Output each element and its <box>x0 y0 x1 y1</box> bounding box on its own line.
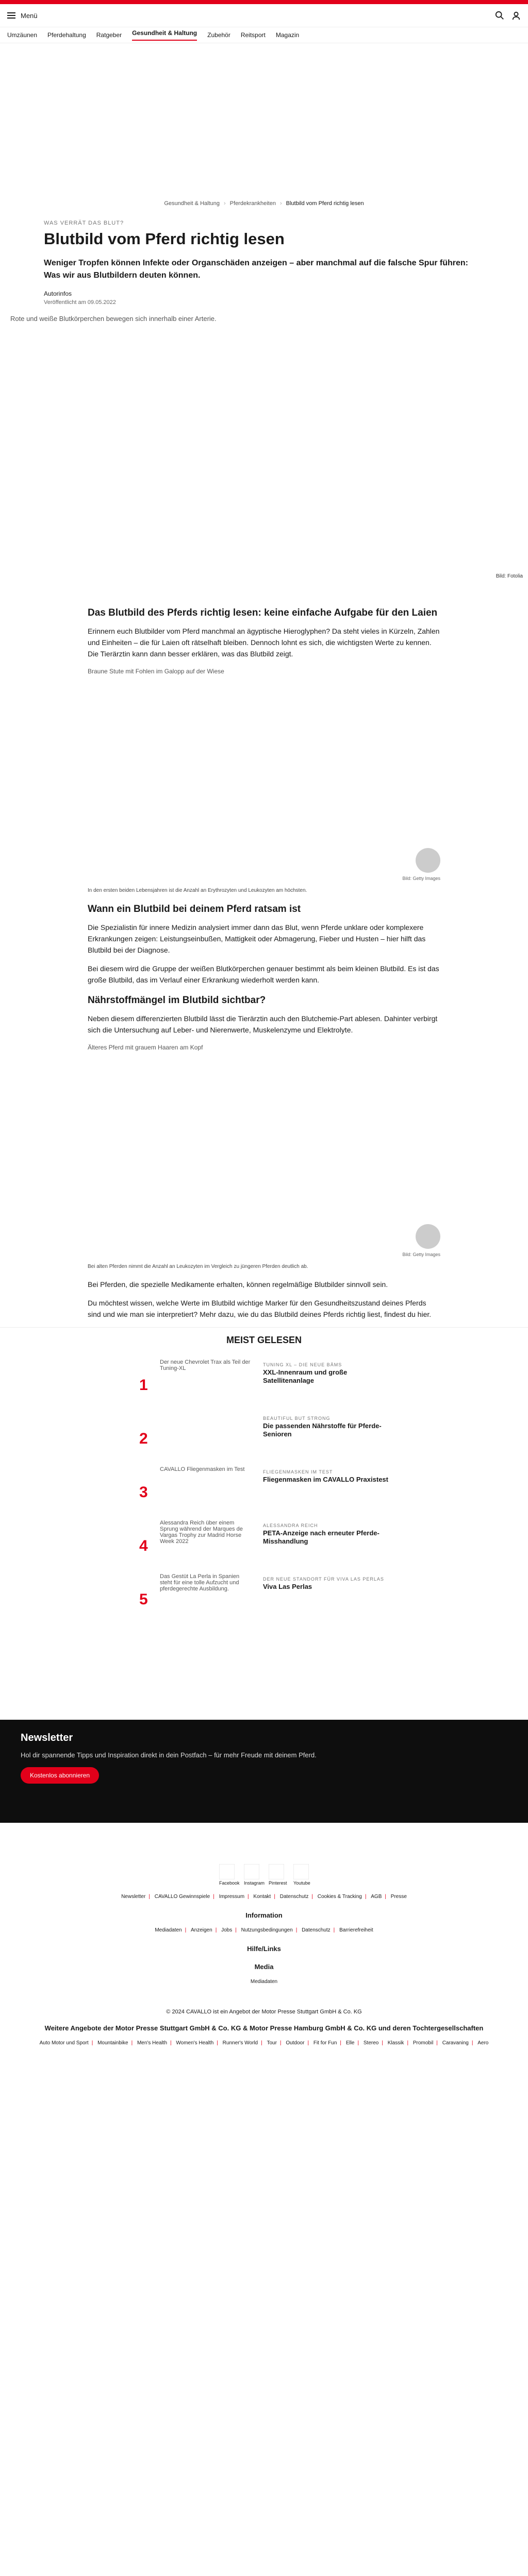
hero-image <box>0 315 528 598</box>
social-label: Youtube <box>293 1880 310 1886</box>
user-icon[interactable] <box>512 11 521 20</box>
footer-info-title: Information <box>245 1911 283 1919</box>
footer-link[interactable]: Klassik <box>387 2040 404 2046</box>
paragraph: Die Spezialistin für innere Medizin analysiert immer dann das Blut, wenn Pferde unklare oder komplexere Erkrankungen zeigen: Leistungseinbußen, Mattigkeit oder Abmagerung, Fieber und Husten – hier hilft das Blutbild bei der Diagnose. <box>88 923 426 954</box>
hero-image-alt: Rote und weiße Blutkörperchen bewegen sich innerhalb einer Arterie. <box>10 315 217 323</box>
paragraph: Bei Pferden, die spezielle Medikamente erhalten, können regelmäßige Blutbilder sinnvoll sein. <box>88 1280 388 1289</box>
newsletter-subscribe-button[interactable]: Kostenlos abonnieren <box>21 1767 99 1784</box>
thumbnail[interactable]: CAVALLO Fliegenmasken im Test <box>160 1466 245 1472</box>
search-icon[interactable] <box>495 11 504 20</box>
brand-bar <box>0 0 528 4</box>
section-heading-3: Nährstoffmängel im Blutbild sichtbar? <box>88 995 266 1006</box>
article-body <box>88 606 440 1627</box>
zoom-icon[interactable] <box>416 848 440 873</box>
figure-credit: Bild: Getty Images <box>402 1252 440 1257</box>
footer-link[interactable]: Newsletter <box>121 1894 146 1900</box>
site-header <box>0 4 528 27</box>
footer-link[interactable]: Barrierefreiheit <box>339 1927 373 1933</box>
item-kicker: DER NEUE STANDORT FÜR VIVA LAS PERLAS <box>263 1577 384 1582</box>
section-heading-2: Wann ein Blutbild bei deinem Pferd ratsam ist <box>88 904 301 914</box>
breadcrumb-item-1[interactable]: Gesundheit & Haltung <box>164 200 220 207</box>
most-read-item[interactable] <box>0 1413 528 1466</box>
most-read-item[interactable] <box>0 1359 528 1413</box>
most-read-title: MEIST GELESEN <box>226 1335 302 1345</box>
footer-link[interactable]: Promobil <box>412 2040 434 2046</box>
copyright: © 2024 CAVALLO ist ein Angebot der Motor Presse Stuttgart GmbH & Co. KG <box>166 2009 362 2015</box>
footer-link[interactable]: Stereo <box>363 2040 379 2046</box>
menu-icon[interactable] <box>7 12 15 19</box>
social-label: Facebook <box>219 1880 240 1886</box>
footer-link[interactable]: Tour <box>267 2040 277 2046</box>
site-footer <box>0 1864 528 2047</box>
footer-link[interactable]: Nutzungsbedingungen <box>241 1927 293 1933</box>
figure-alt: Braune Stute mit Fohlen im Galopp auf der Wiese <box>88 668 224 675</box>
footer-link[interactable]: Datenschutz <box>302 1927 331 1933</box>
rank-number: 3 <box>139 1484 148 1501</box>
nav-item-gesundheit[interactable]: Gesundheit & Haltung <box>132 29 197 41</box>
article <box>10 200 484 598</box>
nav-item-umzaeunen[interactable]: Umzäunen <box>7 31 38 39</box>
facebook-icon[interactable] <box>219 1864 240 1886</box>
rank-number: 4 <box>139 1537 148 1554</box>
breadcrumb-current: Blutbild vom Pferd richtig lesen <box>286 200 364 207</box>
footer-link[interactable]: Anzeigen <box>190 1927 212 1933</box>
breadcrumb-separator: › <box>279 200 282 207</box>
newsletter-section <box>0 1720 528 1823</box>
rank-number: 5 <box>139 1591 148 1608</box>
article-kicker: WAS VERRÄT DAS BLUT? <box>44 220 124 226</box>
footer-link[interactable]: AGB <box>371 1894 382 1900</box>
footer-media-title: Media <box>254 1963 274 1971</box>
footer-link[interactable]: Auto Motor und Sport <box>39 2040 89 2046</box>
item-headline[interactable]: XXL-Innenraum und große Satellitenanlage <box>263 1368 348 1384</box>
figure-credit: Bild: Getty Images <box>402 876 440 881</box>
paragraph: Du möchtest wissen, welche Werte im Blutbild wichtige Marker für den Gesundheitszustand deines Pferds sind und wie man sie interpretiert? Mehr dazu, wie du das Blutbild deines Pferds richtig liest, findest du hier. <box>88 1299 432 1318</box>
footer-link[interactable]: Men's Health <box>137 2040 167 2046</box>
footer-link[interactable]: CAVALLO Gewinnspiele <box>154 1894 210 1900</box>
footer-link[interactable]: Kontakt <box>253 1894 271 1900</box>
footer-media-link[interactable]: Mediadaten <box>250 1979 278 1985</box>
footer-link[interactable]: Mountainbike <box>97 2040 128 2046</box>
social-label: Instagram <box>244 1880 265 1886</box>
footer-link[interactable]: Datenschutz <box>279 1894 309 1900</box>
figure-alt: Älteres Pferd mit grauem Haaren am Kopf <box>88 1044 203 1051</box>
footer-links-partners: Auto Motor und Sport | Mountainbike | Men's Health | Women's Health | Runner's World | Tour | Outdoor | Fit for Fun | Elle | Stereo | Klassik | Promobil | Caravaning | Aero <box>39 2040 489 2046</box>
footer-link[interactable]: Outdoor <box>286 2040 305 2046</box>
item-kicker: FLIEGENMASKEN IM TEST <box>263 1469 333 1475</box>
nav-item-magazin[interactable]: Magazin <box>275 31 300 39</box>
menu-label[interactable]: Menü <box>21 11 38 20</box>
author-info[interactable]: Autorinfos <box>44 290 72 297</box>
item-headline[interactable]: Fliegenmasken im CAVALLO Praxistest <box>263 1476 388 1483</box>
newsletter-title: Newsletter <box>21 1732 73 1743</box>
item-kicker: ALESSANDRA REICH <box>263 1523 318 1528</box>
social-label: Pinterest <box>269 1880 287 1886</box>
footer-link[interactable]: Fit for Fun <box>313 2040 337 2046</box>
footer-link[interactable]: Presse <box>390 1894 407 1900</box>
figure-caption: In den ersten beiden Lebensjahren ist die Anzahl an Erythrozyten und Leukozyten am höchsten. <box>88 888 307 893</box>
footer-link[interactable]: Mediadaten <box>155 1927 182 1933</box>
article-lead: Weniger Tropfen können Infekte oder Organschäden anzeigen – aber manchmal auf die falsche Spur führen: Was wir aus Blutbildern deuten können. <box>44 259 468 280</box>
main-navigation <box>0 27 528 43</box>
most-read-item[interactable] <box>0 1573 528 1627</box>
thumbnail[interactable] <box>160 1413 253 1459</box>
youtube-icon[interactable] <box>293 1864 309 1886</box>
paragraph: Neben diesem differenzierten Blutbild lässt die Tierärztin auch den Blutchemie-Part ablesen. Dahinter verbirgt sich die Untersuchung auf Leber- und Nierenwerte, Muskelenzyme und Elektrolyte. <box>88 1014 438 1034</box>
nav-item-pferdehaltung[interactable]: Pferdehaltung <box>47 31 86 39</box>
footer-link[interactable]: Women's Health <box>176 2040 214 2046</box>
nav-item-ratgeber[interactable]: Ratgeber <box>96 31 122 39</box>
item-kicker: BEAUTIFUL BUT STRONG <box>263 1416 331 1421</box>
item-headline[interactable]: Die passenden Nährstoffe für Pferde-Senioren <box>263 1422 382 1438</box>
hero-credit: Bild: Fotolia <box>496 573 523 579</box>
footer-links-info: Mediadaten | Anzeigen | Jobs | Nutzungsbedingungen | Datenschutz | Barrierefreiheit <box>155 1927 373 1933</box>
footer-links-primary: Newsletter | CAVALLO Gewinnspiele | Impressum | Kontakt | Datenschutz | Cookies & Tracking | AGB | Presse <box>121 1894 407 1900</box>
item-kicker: TUNING XL – DIE NEUE BÄMS <box>263 1362 342 1367</box>
paragraph: Bei diesem wird die Gruppe der weißen Blutkörperchen genauer bestimmt als beim kleinen Blutbild. Es ist das große Blutbild, das im Verlauf einer Erkrankung wiederholt werden kann. <box>88 964 439 984</box>
article-title: Blutbild vom Pferd richtig lesen <box>44 230 285 248</box>
footer-link[interactable]: Impressum <box>219 1894 245 1900</box>
most-read-item[interactable] <box>0 1466 528 1520</box>
article-figure-1 <box>88 667 440 883</box>
nav-item-zubehoer[interactable]: Zubehör <box>207 31 230 39</box>
rank-number: 2 <box>139 1430 148 1447</box>
instagram-icon[interactable] <box>244 1864 265 1886</box>
most-read-item[interactable] <box>0 1520 528 1573</box>
breadcrumb <box>44 200 484 207</box>
ad-placeholder <box>0 43 528 200</box>
footer-help-title: Hilfe/Links <box>247 1945 281 1953</box>
thumbnail[interactable]: Der neue Chevrolet Trax als Teil der Tuning-XL <box>160 1359 251 1371</box>
footer-link[interactable]: Cookies & Tracking <box>317 1894 362 1900</box>
breadcrumb-separator: › <box>224 200 226 207</box>
pinterest-icon[interactable] <box>269 1864 287 1886</box>
most-read-section <box>0 1327 528 1627</box>
article-figure-2 <box>88 1043 440 1259</box>
newsletter-text: Hol dir spannende Tipps und Inspiration direkt in dein Postfach – für mehr Freude mit deinem Pferd. <box>21 1751 317 1759</box>
footer-link[interactable]: Jobs <box>221 1927 233 1933</box>
thumbnail[interactable]: Das Gestüt La Perla in Spanien steht für eine tolle Aufzucht und pferdegerechte Ausbildung. <box>160 1573 240 1592</box>
item-headline[interactable]: Viva Las Perlas <box>263 1583 312 1590</box>
nav-item-reitsport[interactable]: Reitsport <box>240 31 266 39</box>
social-links <box>0 1864 528 1886</box>
footer-link[interactable]: Runner's World <box>222 2040 258 2046</box>
zoom-icon[interactable] <box>416 1224 440 1249</box>
footer-also-title: Weitere Angebote der Motor Presse Stuttgart GmbH & Co. KG & Motor Presse Hamburg GmbH & Co. KG und deren Tochtergesellschaften <box>44 2024 484 2032</box>
breadcrumb-item-2[interactable]: Pferdekrankheiten <box>229 200 276 207</box>
footer-link[interactable]: Aero <box>477 2040 489 2046</box>
figure-caption: Bei alten Pferden nimmt die Anzahl an Leukozyten im Vergleich zu jüngeren Pferden deutlich ab. <box>88 1264 308 1269</box>
item-headline[interactable]: PETA-Anzeige nach erneuter Pferde-Misshandlung <box>263 1529 380 1545</box>
paragraph: Erinnern euch Blutbilder vom Pferd manchmal an ägyptische Hieroglyphen? Da steht vieles in Kürzeln, Zahlen und Einheiten – die für Laien oft rätselhaft bleiben. Dennoch lohnt es sich, die wichtigsten Werte zu kennen. Die Tierärztin kann dann besser erklären, was das Blutbild zeigt. <box>88 627 440 658</box>
footer-link[interactable]: Elle <box>345 2040 355 2046</box>
section-heading-1: Das Blutbild des Pferds richtig lesen: keine einfache Aufgabe für den Laien <box>88 607 438 618</box>
thumbnail[interactable]: Alessandra Reich über einem Sprung während der Marques de Vargas Trophy zur Madrid Horse Week 2022 <box>160 1520 243 1545</box>
rank-number: 1 <box>139 1377 148 1394</box>
publish-date: Veröffentlicht am 09.05.2022 <box>44 299 116 306</box>
footer-link[interactable]: Caravaning <box>442 2040 469 2046</box>
